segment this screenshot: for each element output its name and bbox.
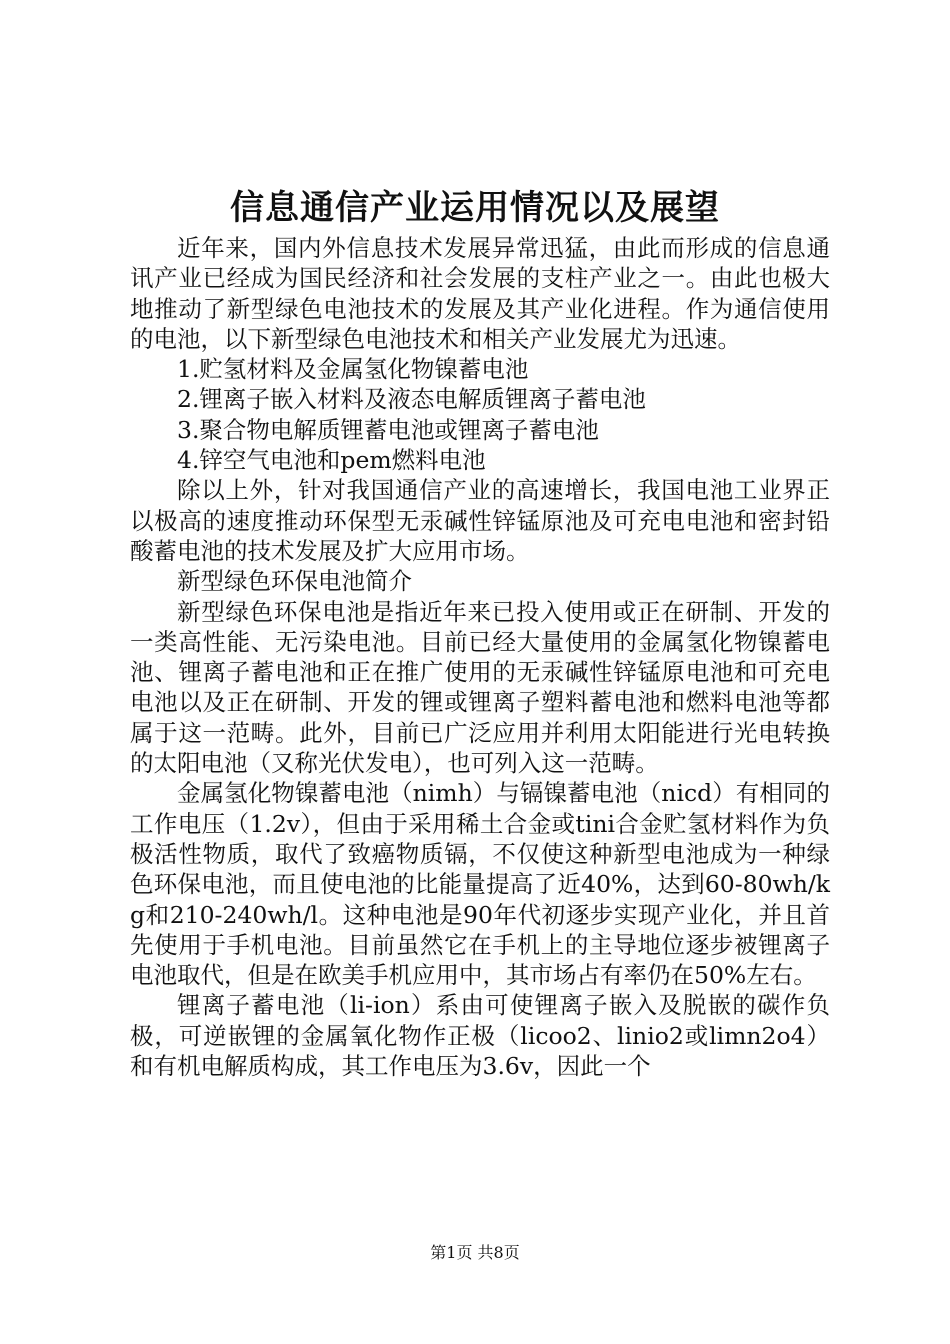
list-item: 4.锌空气电池和pem燃料电池 xyxy=(177,446,486,475)
section-heading: 新型绿色环保电池简介 xyxy=(177,567,412,596)
paragraph: 锂离子蓄电池（li-ion）系由可使锂离子嵌入及脱嵌的碳作负极，可逆嵌锂的金属氧化物作正极（licoo2、linio2或limn2o4）和有机电解质构成，其工作电压为3.6v，因此一个 xyxy=(130,991,830,1081)
list-item: 3.聚合物电解质锂蓄电池或锂离子蓄电池 xyxy=(177,415,599,444)
document-body xyxy=(130,233,830,1081)
page-footer: 第1页 共8页 xyxy=(430,1243,520,1262)
paragraph: 新型绿色环保电池是指近年来已投入使用或正在研制、开发的一类高性能、无污染电池。目前已经大量使用的金属氢化物镍蓄电池、锂离子蓄电池和正在推广使用的无汞碱性锌锰原电池和可充电电池以及正在研制、开发的锂或锂离子塑料蓄电池和燃料电池等都属于这一范畴。此外，目前已广泛应用并利用太阳能进行光电转换的太阳电池（又称光伏发电），也可列入这一范畴。 xyxy=(130,597,830,778)
list-item: 1.贮氢材料及金属氢化物镍蓄电池 xyxy=(177,355,529,384)
list-item: 2.锂离子嵌入材料及液态电解质锂离子蓄电池 xyxy=(177,385,646,414)
paragraph: 除以上外，针对我国通信产业的高速增长，我国电池工业界正以极高的速度推动环保型无汞碱性锌锰原池及可充电电池和密封铅酸蓄电池的技术发展及扩大应用市场。 xyxy=(130,476,830,565)
paragraph: 近年来，国内外信息技术发展异常迅猛，由此而形成的信息通讯产业已经成为国民经济和社会发展的支柱产业之一。由此也极大地推动了新型绿色电池技术的发展及其产业化进程。作为通信使用的电池，以下新型绿色电池技术和相关产业发展尤为迅速。 xyxy=(130,234,830,353)
paragraph: 金属氢化物镍蓄电池（nimh）与镉镍蓄电池（nicd）有相同的工作电压（1.2v），但由于采用稀土合金或tini合金贮氢材料作为负极活性物质，取代了致癌物质镉，不仅使这种新型电池成为一种绿色环保电池，而且使电池的比能量提高了近40%，达到60-80wh/kg和210-240wh/l。这种电池是90年代初逐步实现产业化，并且首先使用于手机电池。目前虽然它在手机上的主导地位逐步被锂离子电池取代，但是在欧美手机应用中，其市场占有率仍在50%左右。 xyxy=(130,779,830,990)
document-title: 信息通信产业运用情况以及展望 xyxy=(230,188,720,228)
